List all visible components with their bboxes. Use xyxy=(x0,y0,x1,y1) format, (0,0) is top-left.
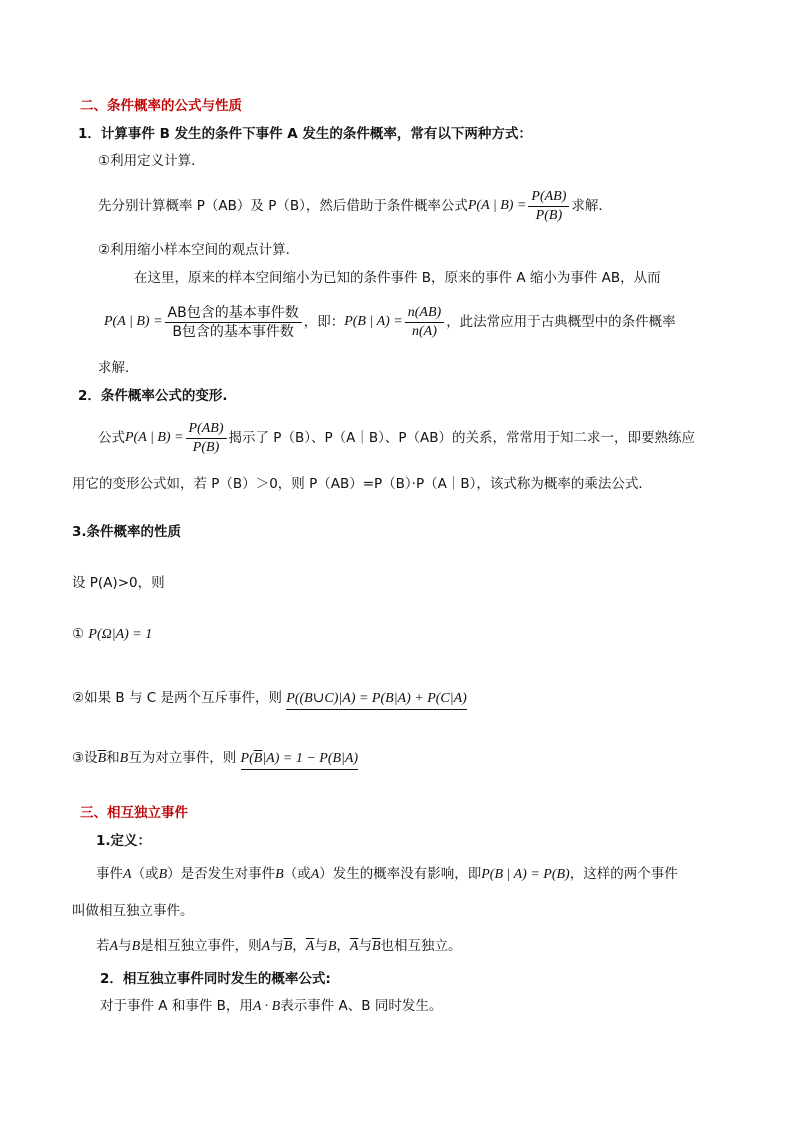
event-b: B xyxy=(327,939,337,954)
text: ， xyxy=(336,938,350,954)
text: （或 xyxy=(131,866,159,882)
definition-title: 1.定义： xyxy=(96,833,152,849)
fraction-numerator: AB包含的基本事件数 xyxy=(165,304,302,323)
text: ， xyxy=(292,938,306,954)
property-3-bbar: $\overline{B}$ xyxy=(97,751,107,766)
fraction-numerator: P(AB) xyxy=(528,188,569,207)
text: 表示事件 A、B 同时发生。 xyxy=(280,998,443,1014)
text: 与 xyxy=(358,938,372,954)
definition-formula: P(B | A) = P(B) xyxy=(481,867,570,882)
text: 与 xyxy=(314,938,328,954)
text: ）发生的概率没有影响，即 xyxy=(319,866,482,882)
method-1-line xyxy=(98,184,612,228)
text: 与 xyxy=(118,938,132,954)
method-2-fraction xyxy=(165,304,302,341)
item-2-title: 2．条件概率公式的变形. xyxy=(78,388,228,404)
definition-line-2: 叫做相互独立事件。 xyxy=(72,903,194,919)
property-2-formula: P((B∪C)|A) = P(B|A) + P(C|A) xyxy=(286,691,467,710)
event-a: A xyxy=(261,939,271,954)
property-1-mark: ① xyxy=(72,626,85,642)
event-b: B xyxy=(131,939,141,954)
item-2-fraction xyxy=(186,420,227,457)
text: 对于事件 A 和事件 B，用 xyxy=(100,998,253,1014)
property-3 xyxy=(72,748,358,769)
fraction-numerator: P(AB) xyxy=(186,420,227,439)
item-3-title: 3.条件概率的性质 xyxy=(72,524,182,540)
item-2-text-b: 揭示了 P（B）、P（A｜B）、P（AB）的关系，常常用于知二求一，即要熟练应 xyxy=(228,430,695,446)
formula-part: P( xyxy=(240,751,254,766)
property-3-b: B xyxy=(119,751,129,766)
property-3-formula xyxy=(241,751,359,770)
method-2-label: ②利用缩小样本空间的观点计算． xyxy=(98,242,300,258)
property-intro: 设 P(A)>0，则 xyxy=(72,575,165,591)
formula-bbar: $\overline{B}$ xyxy=(253,751,263,766)
method-1-label: ①利用定义计算． xyxy=(98,153,205,169)
definition-line-1 xyxy=(96,864,678,885)
method-1-fraction xyxy=(528,188,569,225)
independence-line xyxy=(96,936,462,957)
event-a-bar: $\overline{A}$ xyxy=(305,939,315,954)
method-2-fraction-2 xyxy=(405,304,444,341)
section-heading-3: 三、相互独立事件 xyxy=(80,805,188,821)
method-1-text-a: 先分别计算概率 P（AB）及 P（B），然后借助于条件概率公式 xyxy=(98,198,468,214)
method-2-mid: ，即： xyxy=(303,314,345,330)
section-heading-2: 二、条件概率的公式与性质 xyxy=(80,98,242,114)
item-2-independent-title: 2．相互独立事件同时发生的概率公式: xyxy=(100,971,331,987)
event-b: B xyxy=(158,867,168,882)
method-2-lhs: P(A | B) = xyxy=(104,314,163,329)
event-b: B xyxy=(275,867,284,882)
property-3-text-c: 互为对立事件，则 xyxy=(128,750,237,766)
property-2-text: ②如果 B 与 C 是两个互斥事件，则 xyxy=(72,690,282,706)
property-1 xyxy=(72,624,152,645)
event-b-bar: $\overline{B}$ xyxy=(371,939,381,954)
text: （或 xyxy=(283,866,311,882)
method-2-formula-line xyxy=(104,300,676,344)
text: 是相互独立事件，则 xyxy=(140,938,262,954)
fraction-denominator: B包含的基本事件数 xyxy=(172,323,294,340)
method-1-formula-lhs: P(A | B) = xyxy=(467,198,527,213)
method-2-text: 在这里，原来的样本空间缩小为已知的条件事件 B，原来的事件 A 缩小为事件 AB，从而 xyxy=(134,270,661,286)
method-1-text-b: 求解． xyxy=(571,198,612,214)
text: 与 xyxy=(270,938,284,954)
item-2-text-a: 公式 xyxy=(98,430,125,446)
fraction-denominator: n(A) xyxy=(412,323,437,339)
event-a: A xyxy=(310,867,320,882)
event-b-bar: $\overline{B}$ xyxy=(283,939,293,954)
method-2-lhs2: P(B | A) = xyxy=(344,314,403,329)
text: ）是否发生对事件 xyxy=(167,866,276,882)
event-a-bar: $\overline{A}$ xyxy=(349,939,359,954)
item-1-title: 1．计算事件 B 发生的条件下事件 A 发生的条件概率，常有以下两种方式： xyxy=(78,126,532,142)
fraction-denominator: P(B) xyxy=(535,207,563,223)
product-formula: A · B xyxy=(252,999,281,1014)
event-a: A xyxy=(109,939,119,954)
text: 若 xyxy=(96,938,110,954)
property-3-text-a: ③设 xyxy=(72,750,98,766)
formula-part: |A) = 1 − P(B|A) xyxy=(262,751,359,766)
text: 事件 xyxy=(96,866,123,882)
property-3-text-b: 和 xyxy=(106,750,120,766)
method-2-tail-2: 求解． xyxy=(98,360,139,376)
item-2-formula-line xyxy=(98,416,695,460)
item-2-lhs: P(A | B) = xyxy=(125,430,184,445)
text: 也相互独立。 xyxy=(380,938,462,954)
method-2-tail: ，此法常应用于古典概型中的条件概率 xyxy=(446,314,676,330)
fraction-numerator: n(AB) xyxy=(405,304,444,323)
text: ，这样的两个事件 xyxy=(569,866,678,882)
property-1-formula: P(Ω|A) = 1 xyxy=(88,627,153,642)
property-2 xyxy=(72,688,467,709)
item-2-line-2: 用它的变形公式如，若 P（B）＞0，则 P（AB）=P（B）·P（A｜B），该式称为概率的乘法公式． xyxy=(72,476,652,492)
fraction-denominator: P(B) xyxy=(192,439,220,455)
event-a: A xyxy=(123,867,132,882)
item-2-independent-text xyxy=(100,996,442,1017)
